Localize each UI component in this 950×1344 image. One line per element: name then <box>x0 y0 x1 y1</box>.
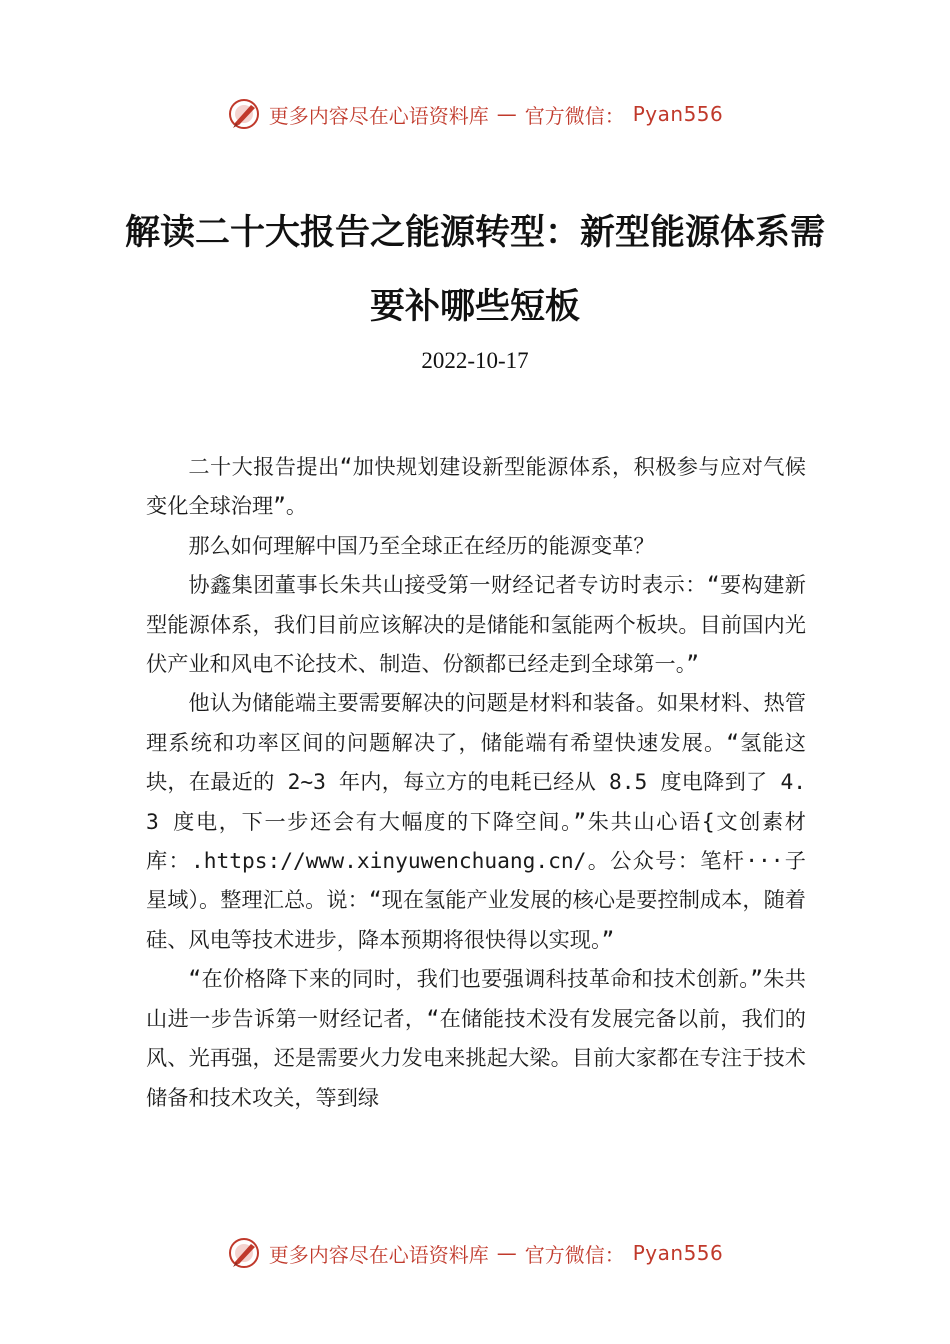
banner-separator: — <box>496 1241 517 1265</box>
article-body <box>146 447 806 1117</box>
banner-account: Pyan556 <box>632 102 724 126</box>
banner-label: 官方微信： <box>524 1242 625 1267</box>
paragraph: 那么如何理解中国乃至全球正在经历的能源变革？ <box>188 532 655 558</box>
paragraph: 他认为储能端主要需要解决的问题是材料和装备。如果材料、热管理系统和功率区间的问题解决了，储能端有希望快速发展。“氢能这块，在最近的 2~3 年内，每立方的电耗已经从 8.5 度电降到了 4.3 度电，下一步还会有大幅度的下降空间。”朱共山心语{文创素材库：.https://www.xinyuwenchuang.cn/。公众号：笔杆···子星域）。整理汇总。说：“现在氢能产业发展的核心是要控制成本，随着硅、风电等技术进步，降本预期将很快得以实现。” <box>146 690 806 952</box>
banner-text: 更多内容尽在心语资料库 <box>268 103 489 128</box>
header-banner <box>0 94 950 134</box>
footer-banner <box>0 1233 950 1273</box>
banner-account: Pyan556 <box>632 1241 724 1265</box>
paragraph: 二十大报告提出“加快规划建设新型能源体系，积极参与应对气候变化全球治理”。 <box>146 454 806 519</box>
quill-pen-icon <box>227 1236 261 1270</box>
paragraph: “在价格降下来的同时，我们也要强调科技革命和技术创新。”朱共山进一步告诉第一财经记者，“在储能技术没有发展完备以前，我们的风、光再强，还是需要火力发电来挑起大梁。目前大家都在专注于技术储备和技术攻关，等到绿 <box>146 966 806 1110</box>
page-title: 解读二十大报告之能源转型：新型能源体系需要补哪些短板 <box>124 213 825 327</box>
banner-text: 更多内容尽在心语资料库 <box>268 1242 489 1267</box>
paragraph: 协鑫集团董事长朱共山接受第一财经记者专访时表示：“要构建新型能源体系，我们目前应该解决的是储能和氢能两个板块。目前国内光伏产业和风电不论技术、制造、份额都已经走到全球第一。” <box>146 572 806 677</box>
quill-pen-icon <box>227 97 261 131</box>
banner-separator: — <box>496 102 517 126</box>
publish-date: 2022-10-17 <box>421 348 529 373</box>
banner-label: 官方微信： <box>524 103 625 128</box>
